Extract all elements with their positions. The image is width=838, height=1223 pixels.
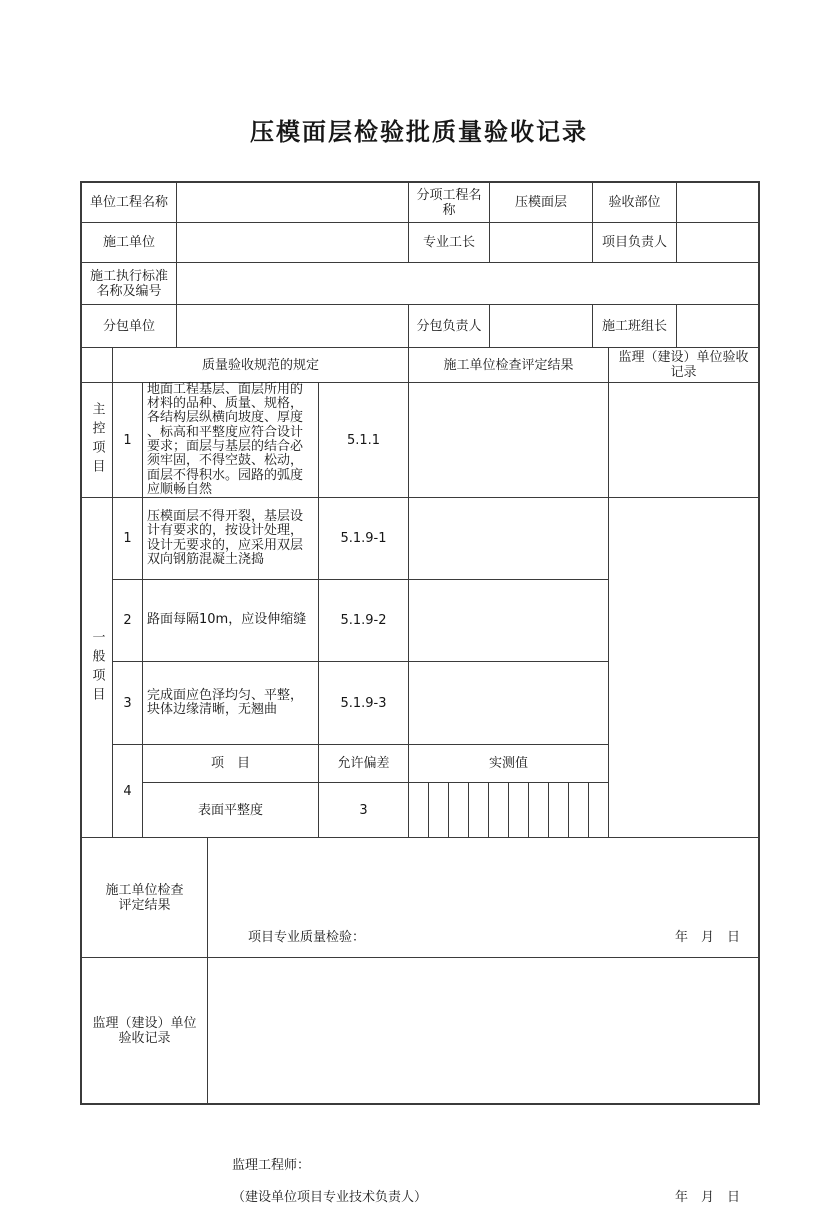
supervisor-engineer-line: 监理工程师： bbox=[232, 1158, 311, 1173]
subcontract-unit-label-cell bbox=[82, 305, 177, 348]
measured-value-cell[interactable] bbox=[429, 783, 449, 838]
deviation-tolerance-value-cell: 3 bbox=[319, 783, 409, 838]
supervisor-record-master-input[interactable] bbox=[609, 383, 758, 498]
project-leader-label-cell bbox=[593, 223, 677, 263]
supervisor-record-header-cell bbox=[609, 348, 758, 383]
supervisor-signoff-label-cell bbox=[82, 958, 208, 1103]
measured-value-cell[interactable] bbox=[489, 783, 509, 838]
general-row-1-number-cell: 1 bbox=[113, 498, 143, 580]
professional-foreman-label-cell bbox=[409, 223, 490, 263]
master-row-clause-cell bbox=[319, 383, 409, 498]
deviation-item-header-cell: 项 目 bbox=[143, 745, 319, 783]
contractor-signoff-label: 施工单位检查评定结果 bbox=[105, 882, 184, 913]
general-row-3-number-cell: 3 bbox=[113, 662, 143, 745]
deviation-item-name-cell: 表面平整度 bbox=[143, 783, 319, 838]
general-row-2-result-input[interactable] bbox=[409, 580, 609, 662]
general-row-1-requirement-cell: 压模面层不得开裂，基层设计有要求的，按设计处理，设计无要求的，应采用双层双向钢筋混凝土浇捣 bbox=[143, 498, 319, 580]
execution-standard-input[interactable] bbox=[177, 263, 758, 305]
measured-value-cell[interactable] bbox=[409, 783, 429, 838]
sub-project-name-value[interactable]: 压模面层 bbox=[490, 183, 593, 223]
deviation-tolerance-header-cell: 允许偏差 bbox=[319, 745, 409, 783]
supervisor-signoff-label: 监理（建设）单位验收记录 bbox=[92, 1015, 197, 1046]
general-section-label-cell bbox=[82, 498, 113, 838]
construction-unit-input[interactable] bbox=[177, 223, 409, 263]
deviation-row-number-cell: 4 bbox=[113, 745, 143, 838]
general-row-3-requirement-cell: 完成面应色泽均匀、平整，块体边缘清晰，无翘曲 bbox=[143, 662, 319, 745]
measured-value-cell[interactable] bbox=[509, 783, 529, 838]
crew-leader-input[interactable] bbox=[677, 305, 758, 348]
page-title: 压模面层检验批质量验收记录 bbox=[250, 118, 588, 146]
supervisor-note: （建设单位项目专业技术负责人） bbox=[232, 1190, 428, 1205]
unit-project-name-input[interactable] bbox=[177, 183, 409, 223]
master-row-requirement: 地面工程基层、面层所用的材料的品种、质量、规格，各结构层纵横向坡度、厚度、标高和平整度应符合设计要求；面层与基层的结合必须牢固，不得空鼓、松动，面层不得积水。园路的弧度应顺畅自然 bbox=[147, 381, 304, 497]
master-row-clause: 5.1.1 bbox=[346, 432, 381, 448]
general-row-2-requirement-cell: 路面每隔10m，应设伸缩缝 bbox=[143, 580, 319, 662]
subcontract-unit-input[interactable] bbox=[177, 305, 409, 348]
spec-header-corner-cell bbox=[82, 348, 113, 383]
unit-project-name-label: 单位工程名称 bbox=[89, 195, 168, 210]
contractor-signoff-date: 年 月 日 bbox=[674, 930, 740, 945]
unit-project-name-label-cell bbox=[82, 183, 177, 223]
sub-project-name-label-cell bbox=[409, 183, 490, 223]
measured-value-cell[interactable] bbox=[469, 783, 489, 838]
measured-value-cell[interactable] bbox=[549, 783, 569, 838]
sub-project-name-label: 分项工程名称 bbox=[416, 187, 482, 218]
subcontract-leader-label-cell bbox=[409, 305, 490, 348]
general-row-3-clause-cell: 5.1.9-3 bbox=[319, 662, 409, 745]
subcontract-leader-input[interactable] bbox=[490, 305, 593, 348]
general-row-2-clause-cell: 5.1.9-2 bbox=[319, 580, 409, 662]
spec-provision-header: 质量验收规范的规定 bbox=[201, 357, 319, 373]
deviation-measured-header-cell: 实测值 bbox=[409, 745, 609, 783]
subcontract-unit-label: 分包单位 bbox=[102, 318, 155, 334]
general-row-1-clause-cell: 5.1.9-1 bbox=[319, 498, 409, 580]
contractor-result-header-cell bbox=[409, 348, 609, 383]
professional-foreman-input[interactable] bbox=[490, 223, 593, 263]
measured-value-cell[interactable] bbox=[569, 783, 589, 838]
acceptance-form-table bbox=[80, 181, 760, 1205]
crew-leader-label-cell bbox=[593, 305, 677, 348]
crew-leader-label: 施工班组长 bbox=[601, 318, 667, 334]
construction-unit-label-cell bbox=[82, 223, 177, 263]
project-leader-label: 项目负责人 bbox=[601, 235, 667, 250]
quality-inspector-line: 项目专业质量检验： bbox=[248, 930, 366, 945]
spec-provision-header-cell bbox=[113, 348, 409, 383]
contractor-result-header: 施工单位检查评定结果 bbox=[443, 357, 574, 373]
supervisor-record-general-input[interactable] bbox=[609, 498, 758, 838]
master-section-label-cell bbox=[82, 383, 113, 498]
contractor-signoff-area[interactable] bbox=[208, 838, 758, 958]
measured-value-cell[interactable] bbox=[589, 783, 609, 838]
master-row-requirement-cell bbox=[143, 383, 319, 498]
acceptance-part-label: 验收部位 bbox=[608, 195, 661, 210]
general-row-2-number-cell: 2 bbox=[113, 580, 143, 662]
supervisor-signoff-area[interactable] bbox=[208, 1078, 758, 1223]
construction-unit-label: 施工单位 bbox=[102, 235, 155, 250]
acceptance-part-label-cell bbox=[593, 183, 677, 223]
execution-standard-label: 施工执行标准名称及编号 bbox=[89, 268, 168, 299]
general-section-label: 一般项目 bbox=[89, 629, 105, 706]
master-section-label: 主控项目 bbox=[89, 402, 105, 478]
general-row-3-result-input[interactable] bbox=[409, 662, 609, 745]
measured-value-cell[interactable] bbox=[449, 783, 469, 838]
measured-value-cell[interactable] bbox=[529, 783, 549, 838]
execution-standard-label-cell bbox=[82, 263, 177, 305]
contractor-signoff-label-cell bbox=[82, 838, 208, 958]
project-leader-input[interactable] bbox=[677, 223, 758, 263]
professional-foreman-label: 专业工长 bbox=[422, 235, 475, 250]
supervisor-record-header: 监理（建设）单位验收记录 bbox=[618, 350, 749, 380]
acceptance-part-input[interactable] bbox=[677, 183, 758, 223]
general-row-1-result-input[interactable] bbox=[409, 498, 609, 580]
supervisor-signoff-date: 年 月 日 bbox=[674, 1190, 740, 1205]
master-row-number-cell: 1 bbox=[113, 383, 143, 498]
subcontract-leader-label: 分包负责人 bbox=[416, 318, 482, 334]
master-row-result-input[interactable] bbox=[409, 383, 609, 498]
